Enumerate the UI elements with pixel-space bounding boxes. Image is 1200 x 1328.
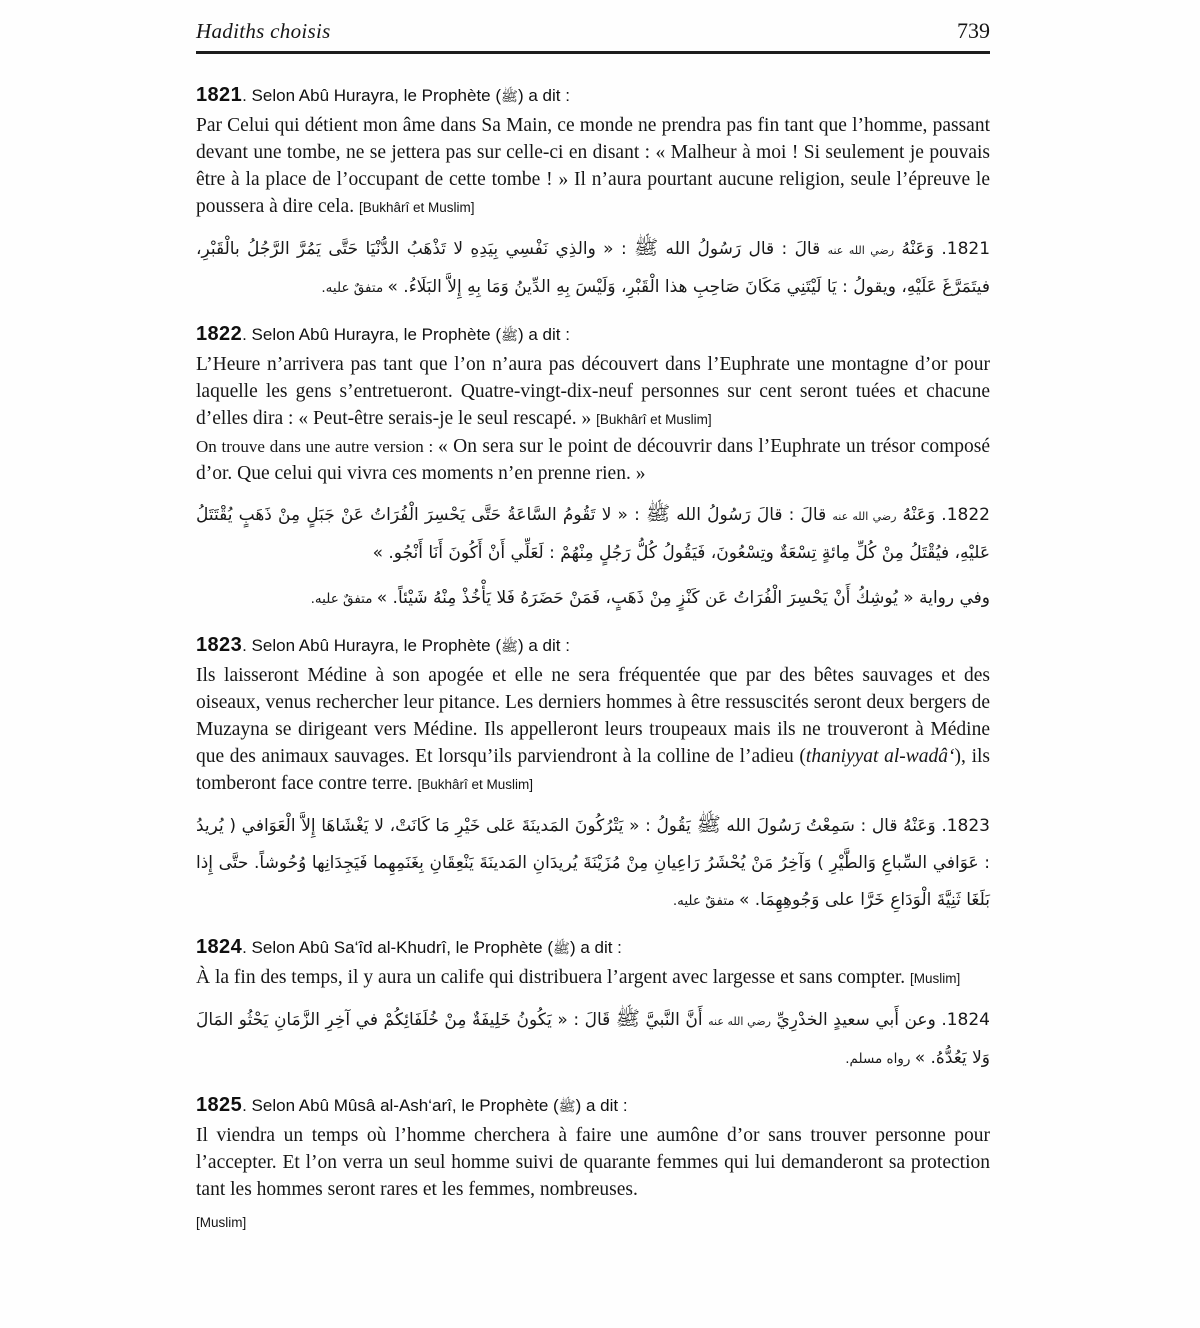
sallallahu-symbol-icon: ﷺ bbox=[501, 328, 518, 344]
hadith-entry-1824 bbox=[196, 936, 990, 1078]
arabic-text bbox=[196, 580, 990, 618]
entry-heading bbox=[196, 1094, 990, 1118]
arabic-text bbox=[196, 806, 990, 920]
sallallahu-symbol-icon: ﷺ bbox=[501, 639, 518, 655]
text-run: ) a dit : bbox=[517, 636, 570, 655]
text-run: . Selon Abû Sa‘îd al-Khudrî, le Prophète ( bbox=[242, 938, 554, 957]
text-run: 1822. وَعَنْهُ bbox=[896, 505, 990, 525]
entry-heading bbox=[196, 84, 990, 108]
sallallahu-symbol-icon: ﷺ bbox=[615, 1006, 640, 1030]
text-run: Il viendra un temps où l’homme cherchera à faire une aumône d’or sans trouver personne pour l’accepter. Et l’on verra un seul homme suivi de quarante femmes qui lui demanderont sa protection tant les hommes seront rares et les femmes, nombreuses. bbox=[196, 1125, 990, 1200]
sallallahu-symbol-icon: ﷺ bbox=[558, 1099, 576, 1115]
sallallahu-symbol-icon: ﷺ bbox=[553, 941, 570, 957]
hadith-entry-1823 bbox=[196, 634, 990, 920]
entry-heading bbox=[196, 323, 990, 347]
page-number: 739 bbox=[957, 18, 990, 43]
page-header bbox=[196, 18, 990, 54]
french-translation bbox=[196, 662, 990, 798]
radiallahu-symbol-icon: رضي الله عنه bbox=[827, 244, 895, 257]
radiallahu-symbol-icon: رضي الله عنه bbox=[832, 510, 897, 523]
arabic-text bbox=[196, 495, 990, 572]
text-run: 1821. وَعَنْهُ bbox=[894, 239, 991, 259]
french-translation bbox=[196, 1122, 990, 1203]
source-reference: [Muslim] bbox=[910, 971, 961, 986]
header-rule bbox=[196, 51, 990, 54]
text-run: يَقُولُ : « يَتْرُكُونَ المَدينَةَ عَلى خَيْرِ مَا كَانَتْ، لا يَغْشَاهَا إِلاَّ الْعَوَافي ( يُريدُ : عَوَافي السِّباعِ وَالطَّيْرِ ) وَآخِرُ مَنْ يُحْشَرُ رَاعِيانِ مِنْ مُزَيْنَةَ يُريدَانِ المَدينَةَ يَنْعِقَانِ بِغَنَمِهِما فَيَجِدَانِها وُحُوشاً. حتَّى إِذا بَلَغَا ثَنِيَّةَ الْوَدَاعِ خَرَّا على وَجُوهِهِمَا. » bbox=[196, 816, 990, 910]
entry-number: 1824 bbox=[196, 936, 243, 958]
hadith-entry-1825 bbox=[196, 1094, 990, 1236]
text-run: 1824. وعن أَبي سعيدٍ الخدْرِيِّ bbox=[770, 1010, 990, 1030]
source-reference: [Bukhârî et Muslim] bbox=[417, 777, 533, 792]
text-run: « On sera sur le point de découvrir dans l’Euphrate un trésor composé d’or. Que celui qui vivra ces moments n’en prenne rien. » bbox=[196, 436, 990, 484]
hadith-grade: متفقٌ عليه. bbox=[321, 280, 388, 296]
text-run: أَنَّ النَّبيَّ bbox=[639, 1010, 709, 1030]
hadith-grade: متفقٌ عليه. bbox=[310, 591, 377, 607]
source-reference: [Muslim] bbox=[196, 1215, 247, 1230]
sallallahu-symbol-icon: ﷺ bbox=[634, 235, 659, 259]
source-reference: [Bukhârî et Muslim] bbox=[358, 200, 475, 215]
variant-version bbox=[196, 433, 990, 487]
french-translation bbox=[196, 964, 990, 992]
variant-intro: On trouve dans une autre version : bbox=[196, 437, 438, 456]
italic-term: thaniyyat al-wadâ‘ bbox=[805, 746, 955, 767]
entry-number: 1825 bbox=[196, 1094, 243, 1116]
french-translation bbox=[196, 351, 990, 433]
hadith-entry-1821 bbox=[196, 84, 990, 307]
sallallahu-symbol-icon: ﷺ bbox=[696, 812, 721, 836]
source-reference-line bbox=[196, 1208, 990, 1236]
text-run: . Selon Abû Hurayra, le Prophète ( bbox=[242, 636, 502, 655]
hadith-entry-1822 bbox=[196, 323, 990, 618]
text-run: ) a dit : bbox=[517, 86, 570, 105]
entry-heading bbox=[196, 634, 990, 658]
text-run: ) a dit : bbox=[517, 325, 570, 344]
entry-number: 1823 bbox=[196, 634, 243, 656]
text-run: ) a dit : bbox=[575, 1096, 628, 1115]
text-run: À la fin des temps, il y aura un calife qui distribuera l’argent avec largesse et sans compter. bbox=[196, 967, 911, 988]
hadith-grade: رواه مسلم. bbox=[845, 1051, 915, 1067]
entry-number: 1821 bbox=[196, 84, 243, 106]
text-run: . Selon Abû Mûsâ al-Ash‘arî, le Prophète ( bbox=[242, 1096, 559, 1115]
source-reference: [Bukhârî et Muslim] bbox=[596, 412, 712, 427]
text-run: . Selon Abû Hurayra, le Prophète ( bbox=[242, 325, 502, 344]
text-run: Par Celui qui détient mon âme dans Sa Main, ce monde ne prendra pas fin tant que l’homme, passant devant une tombe, ne se jettera pas sur celle-ci en disant : « Malheur à moi ! Si seulement je pouvais être à la place de l’occupant de cette tombe ! » Il n’aura pourtant aucune religion, seule l’épreuve le poussera à dire cela. bbox=[196, 115, 990, 217]
text-run: : « والذِي نَفْسِي بِيَدِهِ لا تَذْهَبُ الدُّنْيَا حَتَّى يَمُرَّ الرَّجُلُ بالْقَبْرِ، فيتَمَرَّغَ عَلَيْهِ، ويقولُ : يَا لَيْتَنِي مَكَانَ صَاحِبِ هذا الْقَبْرِ، وَلَيْسَ بِهِ الدِّينُ وَمَا بِهِ إِلاَّ البَلَاءُ. » bbox=[196, 239, 990, 297]
arabic-text bbox=[196, 1000, 990, 1078]
sallallahu-symbol-icon: ﷺ bbox=[501, 89, 518, 105]
hadith-entries bbox=[196, 84, 990, 1236]
text-run: وفي رواية « يُوشِكُ أَنْ يَحْسِرَ الْفُرَاتُ عَن كَنْزٍ مِنْ ذَهَبٍ، فَمَنْ حَضَرَهُ فَلا يَأْخُذْ مِنْهُ شَيْئاً. » bbox=[376, 588, 990, 608]
entry-heading bbox=[196, 936, 990, 960]
text-run: : « لا تَقُومُ السَّاعَةُ حَتَّى يَحْسِرَ الْفُرَاتُ عَنْ جَبَلٍ مِنْ ذَهَبٍ يُقْتَتَلُ عَليْهِ، فيُقْتَلُ مِنْ كُلِّ مِائةٍ تِسْعَةٌ وتِسْعُونَ، فَيَقُولُ كُلُّ رَجُلٍ مِنْهُمْ : لَعَلِّي أَنْ أَكُونَ أَنَا أَنْجُو. » bbox=[196, 505, 990, 563]
text-run: ), ils tomberont face contre terre. bbox=[196, 746, 990, 794]
text-run: قالَ : قال رَسُولُ الله bbox=[658, 239, 828, 259]
text-run: ) a dit : bbox=[569, 938, 622, 957]
text-run: L’Heure n’arrivera pas tant que l’on n’aura pas découvert dans l’Euphrate une montagne d’or pour laquelle les gens s’entretueront. Quatre-vingt-dix-neuf personnes sur cent seront tuées et chacune d’elles dira : « Peut-être serais-je le seul rescapé. » bbox=[196, 354, 990, 429]
text-run: Ils laisseront Médine à son apogée et elle ne sera fréquentée que par des bêtes sauvages et des oiseaux, venus rechercher leur pitance. Les derniers hommes à être ressuscités seront deux bergers de Muzayna se dirigeant vers Médine. Ils appelleront leurs troupeaux mais ils ne trouveront à Médine que des animaux sauvages. Et lorsqu’ils parviendront à la colline de l’adieu ( bbox=[196, 665, 990, 767]
sallallahu-symbol-icon: ﷺ bbox=[645, 501, 671, 525]
text-run: قَالَ : « يَكُونُ خَلِيفَةٌ مِنْ خُلَفَائِكُمْ في آخِرِ الزَّمَانِ يَحْثُو المَالَ وَلا يَعُدُّهُ. » bbox=[196, 1010, 990, 1068]
radiallahu-symbol-icon: رضي الله عنه bbox=[708, 1015, 771, 1028]
french-translation bbox=[196, 112, 990, 221]
running-title: Hadiths choisis bbox=[196, 19, 331, 43]
text-run: . Selon Abû Hurayra, le Prophète ( bbox=[242, 86, 502, 105]
arabic-text bbox=[196, 229, 990, 307]
hadith-grade: متفقٌ عليه. bbox=[672, 893, 739, 909]
entry-number: 1822 bbox=[196, 323, 243, 345]
text-run: قالَ : قالَ رَسُولُ الله bbox=[670, 505, 833, 525]
text-run: 1823. وَعَنْهُ قال : سَمِعْتُ رَسُولَ الله bbox=[720, 816, 990, 836]
